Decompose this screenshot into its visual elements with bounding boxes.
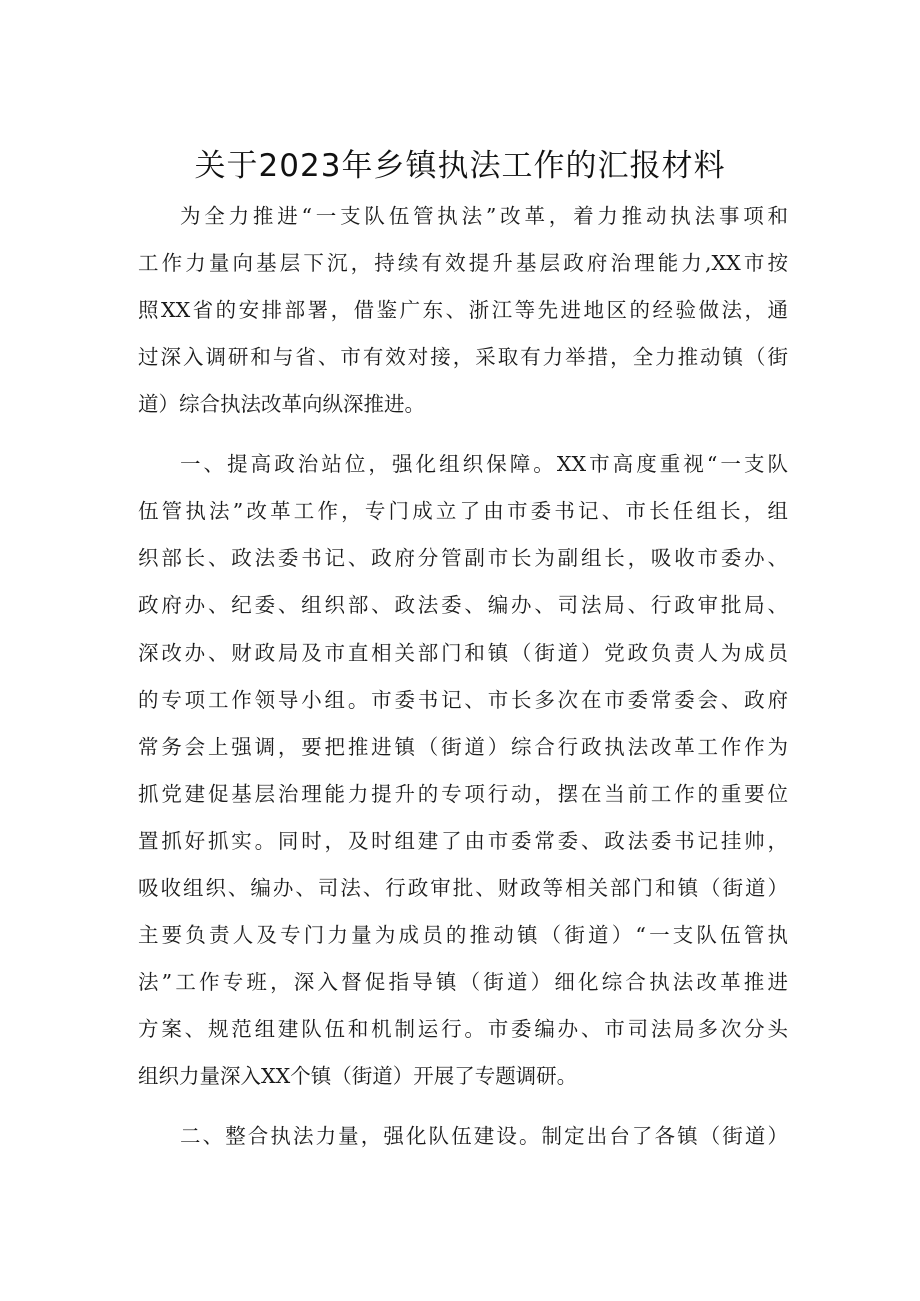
paragraph-2-line-3: 织部长、政法委书记、政府分管副市长为副组长，吸收市委办、 (138, 546, 788, 570)
paragraph-2-line-11: 主要负责人及专门力量为成员的推动镇（街道）“一支队伍管执 (138, 923, 788, 947)
paragraph-2-line-12: 法”工作专班，深入督促指导镇（街道）细化综合执法改革推进 (138, 970, 788, 994)
paragraph-1-line-2: 工作力量向基层下沉，持续有效提升基层政府治理能力,XX市按 (138, 251, 788, 275)
paragraph-2-line-4: 政府办、纪委、组织部、政法委、编办、司法局、行政审批局、 (138, 593, 788, 617)
paragraph-2-line-8: 抓党建促基层治理能力提升的专项行动，摆在当前工作的重要位 (138, 782, 788, 806)
document-title: 关于2023年乡镇执法工作的汇报材料 (194, 148, 726, 184)
paragraph-2-line-6: 的专项工作领导小组。市委书记、市长多次在市委常委会、政府 (138, 688, 788, 712)
paragraph-2-line-7: 常务会上强调，要把推进镇（街道）综合行政执法改革工作作为 (138, 735, 788, 759)
paragraph-1-line-4: 过深入调研和与省、市有效对接，采取有力举措，全力推动镇（街 (138, 345, 788, 369)
paragraph-1-line-3: 照XX省的安排部署，借鉴广东、浙江等先进地区的经验做法，通 (138, 298, 788, 322)
paragraph-2-line-5: 深改办、财政局及市直相关部门和镇（街道）党政负责人为成员 (138, 641, 788, 665)
paragraph-2-line-2: 伍管执法”改革工作，专门成立了由市委书记、市长任组长，组 (138, 499, 788, 523)
paragraph-2-line-13: 方案、规范组建队伍和机制运行。市委编办、市司法局多次分头 (138, 1017, 788, 1041)
paragraph-2-line-14: 组织力量深入XX个镇（街道）开展了专题调研。 (138, 1064, 578, 1088)
paragraph-1-line-1: 为全力推进“一支队伍管执法”改革，着力推动执法事项和 (180, 204, 788, 228)
paragraph-2-line-1: 一、提高政治站位，强化组织保障。XX市高度重视“一支队 (180, 452, 788, 476)
paragraph-3-line-1: 二、整合执法力量，强化队伍建设。制定出台了各镇（街道） (180, 1124, 788, 1148)
paragraph-2-line-10: 吸收组织、编办、司法、行政审批、财政等相关部门和镇（街道） (138, 876, 788, 900)
paragraph-1-line-5: 道）综合执法改革向纵深推进。 (138, 392, 425, 416)
paragraph-2-line-9: 置抓好抓实。同时，及时组建了由市委常委、政法委书记挂帅， (138, 829, 788, 853)
